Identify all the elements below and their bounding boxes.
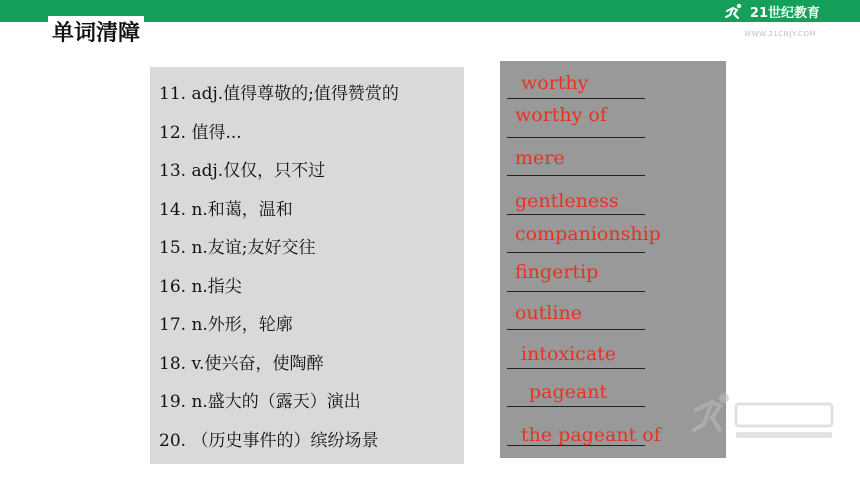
definition-item: [159, 275, 242, 299]
item-number: 13.: [159, 161, 187, 181]
answer-text: pageant: [529, 381, 608, 403]
item-number: 14.: [159, 200, 187, 220]
answer-text: worthy of: [515, 104, 607, 126]
item-definition: adj.值得尊敬的;值得赞赏的: [191, 84, 399, 104]
answer-blank-line: [507, 329, 645, 330]
definition-item: [159, 390, 361, 414]
item-definition: n.友谊;友好交往: [191, 238, 316, 258]
definition-item: [159, 121, 242, 145]
definition-item: [159, 236, 316, 260]
definition-item: [159, 429, 378, 453]
definition-item: [159, 159, 325, 183]
definition-item: [159, 82, 399, 106]
runner-icon: [724, 3, 746, 19]
brand-watermark: [690, 390, 840, 450]
answer-text: outline: [515, 302, 582, 324]
answer-blank-line: [507, 137, 645, 138]
answer-blank-line: [507, 291, 645, 292]
brand-logo-text: 21世纪教育: [749, 5, 820, 21]
item-definition: n.和蔼，温和: [191, 200, 293, 220]
answer-blank-line: [507, 98, 645, 99]
item-definition: adj.仅仅，只不过: [191, 161, 326, 181]
definition-item: [159, 352, 323, 376]
page-title: 单词清障: [48, 16, 144, 47]
answer-text: companionship: [515, 223, 661, 245]
item-number: 15.: [159, 238, 187, 258]
answer-blank-line: [507, 214, 645, 215]
answer-text: worthy: [521, 72, 589, 94]
item-definition: n.指尖: [191, 277, 242, 297]
answer-text: intoxicate: [521, 343, 617, 365]
answer-blank-line: [507, 406, 645, 407]
item-number: 16.: [159, 277, 187, 297]
answer-text: mere: [515, 147, 565, 169]
item-number: 18.: [159, 354, 187, 374]
item-definition: （历史事件的）缤纷场景: [191, 431, 379, 451]
brand-logo: [724, 2, 820, 20]
definition-item: [159, 198, 293, 222]
definitions-panel: [150, 67, 464, 464]
answer-blank-line: [507, 252, 645, 253]
item-definition: n.外形，轮廓: [191, 315, 293, 335]
item-number: 17.: [159, 315, 187, 335]
answer-text: gentleness: [515, 190, 619, 212]
answer-blank-line: [507, 175, 645, 176]
item-number: 19.: [159, 392, 187, 412]
item-number: 11.: [159, 84, 187, 104]
answer-text: the pageant of: [521, 424, 661, 446]
item-definition: 值得...: [191, 123, 242, 143]
item-definition: v.使兴奋，使陶醉: [191, 354, 324, 374]
brand-url: WWW.21CNJY.COM: [744, 30, 816, 38]
item-definition: n.盛大的（露天）演出: [191, 392, 361, 412]
definition-item: [159, 313, 293, 337]
item-number: 12.: [159, 123, 187, 143]
answer-blank-line: [507, 368, 645, 369]
item-number: 20.: [159, 431, 187, 451]
answer-text: fingertip: [515, 261, 599, 283]
